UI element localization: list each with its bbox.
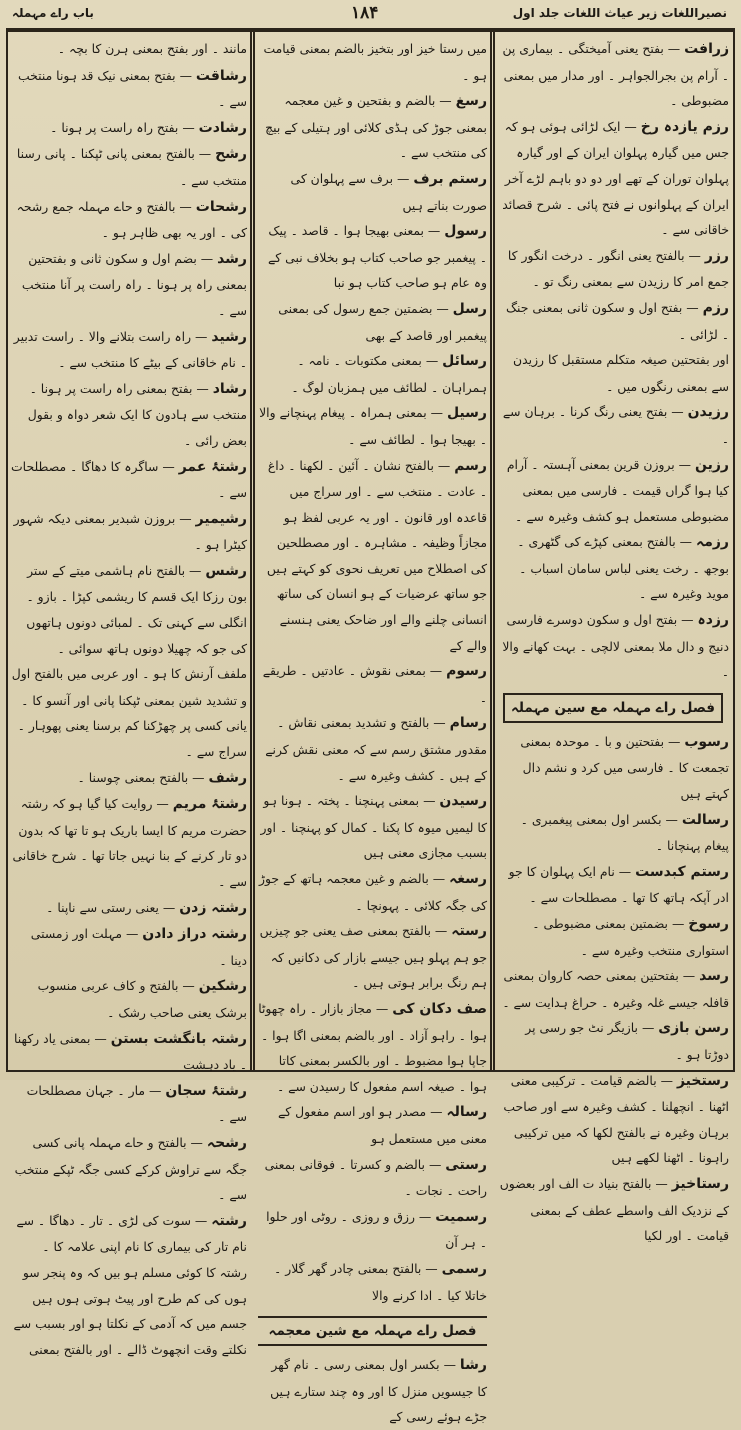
entry-headword: رستم کبدست bbox=[635, 863, 729, 880]
entry-headword: رشید bbox=[211, 328, 247, 345]
dictionary-entry bbox=[258, 1152, 487, 1204]
dictionary-entry bbox=[258, 866, 487, 918]
entry-separator: — bbox=[419, 793, 440, 809]
entry-separator: — bbox=[428, 871, 450, 886]
dictionary-entry bbox=[11, 141, 247, 193]
entry-separator: — bbox=[190, 1212, 212, 1228]
dictionary-entry bbox=[258, 1099, 487, 1151]
entry-separator: — bbox=[664, 733, 685, 749]
entry-definition: بالفتح یعنی انگور ۔ درخت انگور کا جمع امر کا رزیدن سے بمعنی رنگ تو ۔ bbox=[507, 247, 729, 290]
dictionary-entry bbox=[11, 506, 247, 558]
entry-definition: بالفتح بمعنی چادر گھر گلار ۔ خاتلا کیا ۔ ادا کرنے والا bbox=[274, 1260, 487, 1303]
entry-definition: ایک لڑائی ہوئی ہو کہ جس میں گیارہ پہلوان ایران کے اور گیارہ پہلوان توران کے تھے اور دو دو باہم لڑے آخر ایران کے پہلوانوں نے فتح پائی ۔ شرح قصائد خاقانی سے ۔ bbox=[502, 118, 729, 238]
entry-headword: رستخیز bbox=[676, 1072, 729, 1089]
entry-definition: مار ۔ جہان مصطلحات سے ۔ bbox=[26, 1082, 247, 1125]
column-left bbox=[11, 36, 247, 1357]
entry-headword: رشتہ bbox=[211, 1212, 247, 1229]
entry-separator: — bbox=[677, 612, 698, 628]
entry-separator: — bbox=[620, 118, 641, 134]
entry-headword: رشادت bbox=[198, 119, 247, 136]
dictionary-entry bbox=[497, 1171, 729, 1249]
entry-separator: — bbox=[393, 170, 414, 186]
section-heading: فصل راے مہملہ مع شین معجمہ bbox=[258, 1316, 487, 1346]
column-rule bbox=[253, 30, 255, 1072]
entry-definition: رزق و روزی ۔ روٹی اور حلوا ۔ ہر آن bbox=[266, 1208, 487, 1251]
dictionary-entry bbox=[497, 114, 729, 243]
entry-separator: — bbox=[674, 456, 696, 472]
entry-headword: رستم برف bbox=[413, 170, 487, 187]
dictionary-entry bbox=[497, 911, 729, 963]
entry-headword: رسالہ bbox=[446, 1104, 487, 1121]
entry-separator: — bbox=[175, 510, 196, 526]
dictionary-entry bbox=[258, 348, 487, 400]
column-rule bbox=[493, 30, 495, 1072]
dictionary-entry bbox=[258, 400, 487, 452]
entry-definition: راہ راست بتلانے والا ۔ راست تدبیر ۔ نام خاقانی کے بیٹے کا منتخب سے ۔ bbox=[13, 328, 247, 371]
dictionary-entry bbox=[258, 788, 487, 866]
entry-separator: — bbox=[651, 1175, 672, 1191]
entry-headword: رسیل bbox=[446, 405, 487, 422]
dictionary-entry bbox=[258, 453, 487, 659]
entry-headword: رشیمیر bbox=[195, 510, 247, 527]
dictionary-entry bbox=[497, 859, 729, 911]
entry-definition: ملفف آرنش کا ہو ۔ اور عربی میں بالفتح اول و تشدید شین بمعنی ٹپکنا پانی اور آنسو کا ۔ یانی کسی پر چھڑکنا کم برسنا یعنی پھوہار ۔ سراج سے ۔ bbox=[11, 666, 247, 760]
dictionary-entry bbox=[258, 88, 487, 166]
dictionary-entry bbox=[11, 376, 247, 454]
dictionary-entry bbox=[497, 807, 729, 859]
dictionary-entry bbox=[258, 1204, 487, 1256]
dictionary-entry bbox=[11, 454, 247, 506]
entry-definition: بالفتح و کاف عربی منسوب برشک یعنی صاحب رشک ۔ bbox=[37, 978, 247, 1020]
entry-definition: اور بفتحتین صیغہ متکلم مستقبل کا رزیدن سے بمعنی رنگوں میں ۔ bbox=[513, 352, 729, 394]
entry-definition: سوت کی لڑی ۔ تار ۔ دھاگا ۔ سے نام تار کی بیماری کا نام اپنی علامہ کا ۔ رشتہ کا کوئی مسلم ہو بیں کہ وہ پنجر سو ہوں کی کم طرح اور پیٹ ہوتی ہوں ہیں جسم میں کہ آدمی کے نکلتا ہو اور بسبب سے نکلتے وقت انچھوٹ ڈالے ۔ اور بالفتح بمعنی bbox=[13, 1212, 247, 1357]
dictionary-entry bbox=[11, 558, 247, 661]
entry-definition: بالضم قیامت ۔ ترکیبی معنی اٹھنا ۔ انچھلنا ۔ کشف وغیرہ سے اور صاحب برہان وغیرہ نے بالفتح لکھا کہ میں ترکیبی راہونا ۔ اٹھنا لکھے ہیں bbox=[503, 1072, 729, 1166]
entry-definition: بالفتح و تشدید بمعنی نقاش ۔ مقدور مشتق رسم سے کہ معنی نقش کرنے کے ہیں ۔ کشف وغیرہ سے ۔ bbox=[265, 715, 487, 783]
dictionary-entry bbox=[11, 324, 247, 376]
entry-separator: — bbox=[667, 404, 688, 420]
entry-definition: بفتح یعنی رنگ کرنا ۔ برہان سے ۔ bbox=[502, 404, 729, 446]
entry-separator: — bbox=[426, 1104, 447, 1120]
dictionary-entry bbox=[258, 166, 487, 218]
entry-separator: — bbox=[675, 534, 696, 550]
entry-separator: — bbox=[194, 146, 216, 162]
entry-headword: رزر bbox=[704, 247, 729, 264]
entry-definition: بفتح راہ راست پر ہونا ۔ bbox=[50, 119, 179, 135]
entry-definition: بالفتح بمعنی پانی ٹپکنا ۔ پانی رسنا منتخب سے ۔ bbox=[16, 146, 247, 188]
entry-definition: برف سے پہلوان کی صورت بناتے ہیں bbox=[290, 170, 487, 213]
entry-definition: بروزن شبدیر بمعنی دیکہ شہور کیٹرا ہو ۔ bbox=[13, 510, 247, 553]
entry-separator: — bbox=[145, 1082, 166, 1098]
dictionary-entry bbox=[11, 973, 247, 1025]
entry-definition: بروزن قرین بمعنی آہستہ ۔ آرام کیا ہوا گراں قیمت ۔ فارسی میں بمعنی مضبوطی مستعمل ہو کشف وغیرہ سے ۔ bbox=[506, 456, 729, 524]
entry-definition: میں رستا خیز اور بتخیز بالضم بمعنی قیامت ہو ۔ bbox=[263, 41, 487, 83]
entry-headword: زرافت bbox=[684, 41, 729, 57]
entry-headword: رشا bbox=[459, 1357, 487, 1374]
dictionary-entry bbox=[497, 347, 729, 399]
entry-headword: رستی bbox=[445, 1156, 487, 1173]
dictionary-entry bbox=[11, 1078, 247, 1130]
entry-separator: — bbox=[90, 1030, 111, 1046]
entry-separator: — bbox=[186, 1134, 207, 1150]
entry-definition: بضمتین بمعنی مضبوطی ۔ استواری منتخب وغیرہ سے ۔ bbox=[532, 916, 729, 958]
entry-headword: رسم bbox=[454, 457, 487, 474]
entry-headword: رسن بازی bbox=[658, 1020, 729, 1037]
entry-definition: بمعنی پہنچنا ۔ پختہ ۔ ہونا ہو کا لیمیں میوہ کا پکنا ۔ کمال کو پہنچنا ۔ اور بسبب مجازی معنی ہیں bbox=[260, 793, 487, 861]
entry-definition: بفتح بمعنی راہ راست پر ہونا ۔ منتخب سے ہادون کا ایک شعر دواہ و بقول بعض رائی ۔ bbox=[27, 380, 247, 448]
page-number: ۱۸۴ bbox=[351, 3, 379, 23]
entry-separator: — bbox=[175, 67, 196, 83]
chapter-title: باب راے مہملہ bbox=[12, 6, 94, 20]
entry-headword: رسمیت bbox=[435, 1208, 487, 1225]
dictionary-entry bbox=[11, 115, 247, 142]
entry-headword: رشتہ بانگشت بستن bbox=[110, 1030, 247, 1047]
dictionary-entry bbox=[11, 895, 247, 922]
entry-separator: — bbox=[684, 247, 705, 263]
dictionary-entry bbox=[497, 295, 729, 347]
entry-separator: — bbox=[430, 923, 452, 939]
entry-definition: بفتحتین و با ۔ موحدہ بمعنی تجمعت کا ۔ فارسی میں کرد و نشم دال کہتے ہیں bbox=[520, 733, 729, 802]
entry-definition: بضمتین جمع رسول کی بمعنی پیغمبر اور قاصد کے بھی bbox=[278, 300, 487, 343]
entry-headword: رشتہ دراز دادن bbox=[142, 926, 247, 943]
dictionary-entry bbox=[11, 1130, 247, 1208]
column-middle bbox=[258, 36, 487, 1425]
dictionary-entry bbox=[11, 765, 247, 792]
entry-headword: رسوخ bbox=[688, 916, 729, 932]
entry-separator: — bbox=[425, 1156, 446, 1172]
dictionary-entry bbox=[497, 1068, 729, 1171]
entry-definition: بفتح یعنی آمیختگی ۔ بیماری پن ۔ آرام پن بجرالجواہر ۔ اور مدار میں بمعنی مضبوطی ۔ bbox=[502, 41, 729, 109]
entry-headword: رسام bbox=[449, 715, 487, 732]
entry-separator: — bbox=[158, 899, 180, 915]
entry-definition: بالفتح نشان ۔ آئین ۔ لکھنا ۔ داغ ۔ عادت ۔ منتخب سے ۔ اور سراج میں قاعدہ اور قانون ۔ اور یہ عربی لفظ ہو مجازاً وظیفہ ۔ مشاہرہ ۔ اور مصطلحین کی اصطلاح میں تعریف نحوی کو کہتے ہیں جو ساتھ عرضیات کے ہو انسان کی ساتھ انسانی چلنے والے اور ضاحک یعنی ہنسنے والے کے bbox=[266, 457, 487, 653]
dictionary-entry bbox=[497, 963, 729, 1015]
column-rule bbox=[250, 30, 252, 1072]
entry-separator: — bbox=[614, 863, 636, 879]
dictionary-entry bbox=[258, 1352, 487, 1430]
entry-separator: — bbox=[656, 1072, 677, 1088]
entry-definition: بالضم و بفتحین و غین معجمہ بمعنی جوڑ کی ہڈی کلائی اور ہتیلی کے بیچ کی منتخب سے ۔ bbox=[265, 93, 487, 161]
entry-definition: بالفتح نام ہاشمی میتے کے ستر بون رزکا ایک قسم کا ریشمی کپڑا ۔ بازو ۔ انگلی سے کہنی تک ۔ لمبائی دونوں ہاتھوں کی جو کہ چھیلا دونوں ہاتھ سوائی ۔ bbox=[26, 562, 247, 656]
entry-definition: بمعنی مکتوبات ۔ نامہ ۔ ہمراہان ۔ لطائف میں ہمزبان لوگ ۔ bbox=[291, 353, 487, 395]
entry-separator: — bbox=[371, 1000, 393, 1016]
dictionary-entry bbox=[11, 1208, 247, 1363]
dictionary-entry bbox=[11, 1026, 247, 1078]
dictionary-entry bbox=[497, 729, 729, 807]
entry-definition: بمعنی یاد رکھنا ۔ یاد دہشت bbox=[14, 1030, 247, 1073]
entry-separator: — bbox=[426, 405, 447, 421]
dictionary-entry bbox=[11, 791, 247, 894]
entry-separator: — bbox=[158, 458, 179, 474]
entry-separator: — bbox=[421, 1260, 442, 1276]
dictionary-entry bbox=[497, 1015, 729, 1067]
entry-separator: — bbox=[421, 353, 443, 369]
entry-definition: بفتح اول و سکون ثانی بمعنی جنگ ۔ لڑائی ۔ bbox=[505, 299, 729, 342]
entry-definition: ساگرہ کا دھاگا ۔ مصطلحات سے ۔ bbox=[11, 458, 247, 501]
page-header bbox=[6, 2, 735, 30]
entry-headword: رشتہ زدن bbox=[179, 899, 247, 916]
entry-separator: — bbox=[175, 198, 196, 214]
entry-headword: رسول bbox=[444, 223, 487, 240]
entry-definition: بکسر اول بمعنی پیغمبری ۔ پیغام پہنچانا ۔ bbox=[520, 811, 729, 854]
entry-headword: رشحہ bbox=[206, 1134, 247, 1151]
dictionary-entry bbox=[497, 243, 729, 295]
entry-headword: رسالت bbox=[681, 811, 729, 828]
entry-headword: رشاقت bbox=[195, 67, 247, 84]
dictionary-entry bbox=[11, 36, 247, 63]
entry-definition: بمعنی ہمراہ ۔ پیغام پہنچانے والا ۔ بھیجا ہوا ۔ لطائف سے ۔ bbox=[259, 405, 487, 447]
entry-definition: مہلت اور زمستی دینا ۔ bbox=[30, 926, 247, 968]
dictionary-entry bbox=[11, 921, 247, 973]
entry-definition: بازیگر نٹ جو رسی پر دوڑتا ہو ۔ bbox=[525, 1020, 729, 1062]
entry-headword: رسل bbox=[452, 300, 487, 317]
entry-headword: رستہ bbox=[451, 923, 487, 940]
entry-headword: رشتۂ مریم bbox=[172, 796, 247, 813]
entry-definition: مجاز بازار ۔ راہ چھوٹا ہوا ۔ راہو آزاد ۔ اور بالضم بمعنی اگا ہوا ۔ جاپا ہوا مضبوط ۔ اور بالکسر بمعنی کاتا ہوا ۔ صیغہ اسم مفعول کا رسیدن سے ۔ bbox=[258, 1000, 487, 1094]
entry-separator: — bbox=[122, 926, 143, 942]
entry-separator: — bbox=[638, 1020, 659, 1036]
entry-definition: مصدر ہو اور اسم مفعول کے معنی میں مستعمل ہو bbox=[278, 1104, 487, 1146]
entry-headword: رزم یازدہ رخ bbox=[640, 118, 729, 135]
dictionary-entry bbox=[258, 1256, 487, 1308]
entry-definition: بکسر اول بمعنی رسی ۔ نام گھر کا جیسویں منزل کا اور وہ چند ستارے ہیں جڑے ہوئے رسی کے bbox=[270, 1357, 487, 1425]
entry-separator: — bbox=[423, 223, 445, 239]
entry-headword: صف دکان کی bbox=[392, 1000, 487, 1017]
entry-separator: — bbox=[663, 41, 685, 56]
dictionary-entry bbox=[497, 399, 729, 451]
entry-separator: — bbox=[188, 769, 209, 785]
entry-definition: بالفتح و حاے مہملہ جمع رشحہ کی ۔ اور یہ بھی ظاہر ہو ۔ bbox=[16, 198, 247, 241]
entry-definition: بالفتح بمعنی کپڑے کی گٹھری ۔ بوجھ ۔ رخت یعنی لباس سامان اسباب ۔ موید وغیرہ سے ۔ bbox=[517, 534, 729, 602]
entry-definition: بالضم و کسرتا ۔ فوقانی بمعنی راحت ۔ نجات ۔ bbox=[264, 1156, 487, 1199]
entry-headword: رشس bbox=[205, 562, 247, 579]
dictionary-entry bbox=[497, 607, 729, 685]
entry-headword: رسوب bbox=[684, 733, 729, 750]
entry-definition: بالفتح بنیاد ت الف اور بعضوں کے نزدیک الف واسطے عطف کے بمعنی قیامت ۔ اور لکیا bbox=[499, 1175, 729, 1244]
entry-definition: نام ایک پہلوان کا جو ادر آپکہ ہاتھ کا تھا ۔ مصطلحات سے ۔ bbox=[508, 863, 729, 906]
entry-headword: رسغ bbox=[455, 93, 487, 110]
entry-headword: رزمہ bbox=[696, 534, 729, 551]
entry-headword: رشد bbox=[217, 250, 247, 267]
entry-definition: بضم اول و سکون ثانی و بفتحتین بمعنی راہ پر ہونا ۔ راہ راست پر آنا منتخب سے ۔ bbox=[21, 250, 247, 318]
entry-headword: رسوم bbox=[446, 663, 487, 680]
entry-definition: بفتحتین بمعنی حصہ کاروان بمعنی قافلہ جیسے غلہ وغیرہ ۔ حراغ ہدایت سے ۔ bbox=[502, 968, 729, 1010]
entry-separator: — bbox=[682, 299, 703, 315]
dictionary-entry bbox=[497, 452, 729, 530]
entry-separator: — bbox=[429, 715, 450, 731]
dictionary-entry bbox=[258, 218, 487, 296]
entry-definition: بفتح بمعنی نیک قد ہونا منتخب سے ۔ bbox=[17, 67, 247, 110]
dictionary-entry bbox=[258, 658, 487, 710]
entry-headword: رزدہ bbox=[697, 612, 729, 629]
entry-separator: — bbox=[414, 1208, 436, 1224]
dictionary-entry bbox=[258, 296, 487, 348]
entry-separator: — bbox=[178, 978, 199, 994]
entry-headword: رزین bbox=[695, 456, 729, 473]
entry-separator: — bbox=[178, 119, 199, 135]
entry-headword: رشف bbox=[208, 769, 247, 786]
entry-definition: بمعنی بھیجا ہوا ۔ قاصد ۔ پیک ۔ پیغمبر جو صاحب کتاب ہو بخلاف نبی کے وہ عام ہو صاحب کتاب ہو نبا bbox=[268, 223, 487, 291]
entry-definition: بفتح اول و سکون دوسرے فارسی دنیج و دال ملا بمعنی لالچی ۔ بہت کھانے والا ۔ bbox=[502, 612, 729, 680]
entry-definition: بالفتح و حاے مہملہ پانی کسی جگہ سے تراوش کرکے کسی جگہ ٹپکے منتخب سے ۔ bbox=[14, 1134, 247, 1203]
entry-headword: رسغہ bbox=[449, 871, 487, 887]
entry-headword: رزم bbox=[702, 299, 729, 316]
entry-definition: بالضم و غین معجمہ ہاتھ کے جوڑ کی جگہ کلائی ۔ پہونچا ۔ bbox=[258, 871, 487, 913]
dictionary-entry bbox=[11, 63, 247, 115]
entry-separator: — bbox=[425, 663, 447, 679]
entry-separator: — bbox=[192, 380, 213, 396]
entry-separator: — bbox=[435, 93, 456, 109]
entry-separator: — bbox=[185, 562, 206, 578]
section-heading: فصل راے مہملہ مع سین مہملہ bbox=[503, 693, 723, 723]
entry-headword: رشح bbox=[215, 146, 247, 163]
entry-headword: رسمی bbox=[441, 1260, 487, 1277]
entry-headword: رسائل bbox=[442, 353, 487, 370]
entry-headword: رزیدن bbox=[687, 404, 729, 421]
dictionary-entry bbox=[11, 194, 247, 246]
dictionary-entry bbox=[497, 529, 729, 607]
entry-headword: رشاد bbox=[212, 380, 247, 397]
column-right bbox=[497, 36, 729, 1244]
entry-separator: — bbox=[433, 457, 455, 473]
entry-headword: رشحات bbox=[195, 198, 247, 215]
entry-separator: — bbox=[678, 968, 700, 984]
entry-headword: رشکین bbox=[198, 978, 247, 995]
dictionary-entry bbox=[258, 36, 487, 88]
entry-headword: رشتۂ سجان bbox=[165, 1082, 247, 1099]
entry-headword: رشتۂ عمر bbox=[178, 458, 247, 475]
entry-definition: یعنی رستی سے ناپنا ۔ bbox=[46, 899, 159, 915]
dictionary-entry bbox=[258, 710, 487, 788]
entry-separator: — bbox=[152, 796, 173, 812]
entry-separator: — bbox=[439, 1357, 460, 1373]
entry-separator: — bbox=[668, 916, 689, 931]
entry-definition: بالفتح بمعنی چوسنا ۔ bbox=[77, 769, 189, 785]
entry-headword: رستاخیز bbox=[671, 1175, 729, 1192]
dictionary-entry bbox=[258, 918, 487, 996]
dictionary-entry bbox=[11, 661, 247, 764]
entry-headword: رسد bbox=[699, 968, 729, 985]
entry-definition: روایت کیا گیا ہو کہ رشتہ حضرت مریم کا ایسا باریک ہو تا تھا کہ بدون دو تار کرنے کے بنا نہیں جاتا تھا ۔ شرح خاقانی سے ۔ bbox=[12, 796, 247, 889]
dictionary-entry bbox=[258, 996, 487, 1099]
entry-definition: بمعنی نقوش ۔ عادتیں ۔ طریقے ۔ bbox=[262, 663, 487, 705]
entry-definition: بالفتح بمعنی صف یعنی جو چیزیں جو ہم پہلو ہیں جیسے بازار کی دکانیں کہ ہم رنگ برابر ہوتی ہیں ۔ bbox=[259, 923, 487, 991]
entry-separator: — bbox=[191, 328, 212, 344]
book-title: نصیراللغات زیر عیاث اللغات جلد اول bbox=[512, 6, 727, 20]
entry-headword: رسیدن bbox=[439, 793, 487, 810]
entry-definition: مانند ۔ اور بفتح بمعنی ہرن کا بچہ ۔ bbox=[57, 41, 247, 56]
entry-separator: — bbox=[196, 250, 218, 266]
dictionary-entry bbox=[11, 246, 247, 324]
entry-separator: — bbox=[432, 300, 453, 316]
dictionary-entry bbox=[497, 36, 729, 114]
entry-separator: — bbox=[661, 811, 682, 827]
column-rule bbox=[490, 30, 492, 1072]
